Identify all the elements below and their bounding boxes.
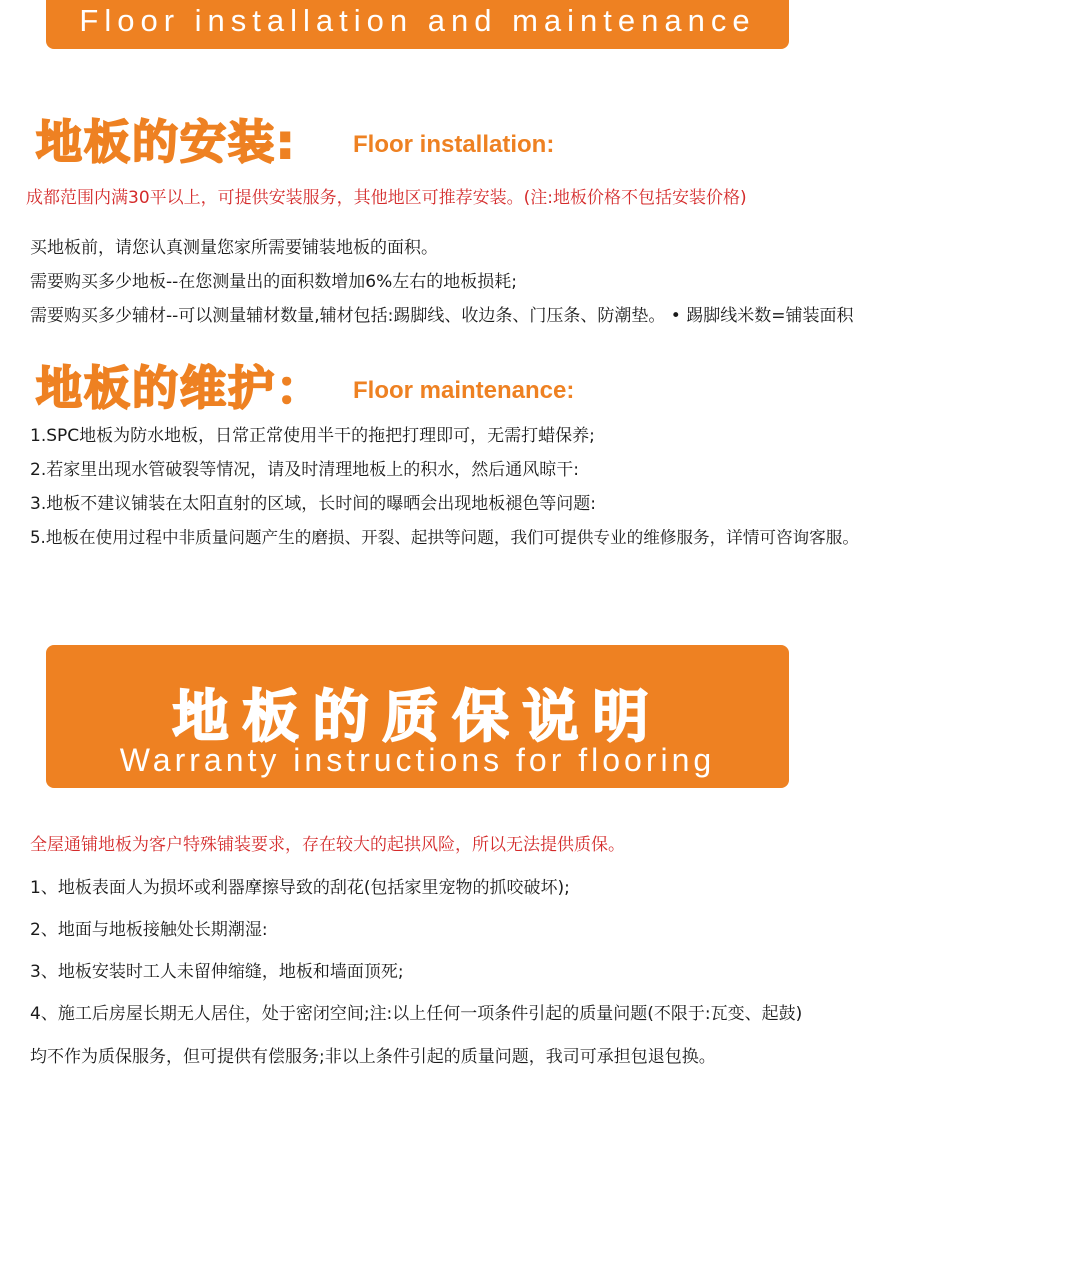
warranty-line: 4、施工后房屋长期无人居住，处于密闭空间;注:以上任何一项条件引起的质量问题(不限于:瓦变、起鼓) (30, 1004, 803, 1024)
warranty-banner-title: 地板的质保说明 (172, 685, 663, 750)
warranty-banner (46, 645, 789, 788)
installation-line: 买地板前，请您认真测量您家所需要铺装地板的面积。 (30, 238, 438, 258)
warranty-line: 1、地板表面人为损坏或利器摩擦导致的刮花(包括家里宠物的抓咬破坏); (30, 878, 570, 898)
installation-line: 需要购买多少辅材--可以测量辅材数量,辅材包括:踢脚线、收边条、门压条、防潮垫。 • 踢脚线米数=铺装面积 (30, 306, 854, 326)
warranty-line: 3、地板安装时工人未留伸缩缝，地板和墙面顶死; (30, 962, 404, 982)
warranty-line: 2、地面与地板接触处长期潮湿: (30, 920, 268, 940)
maintenance-line: 2.若家里出现水管破裂等情况，请及时清理地板上的积水，然后通风晾干: (30, 460, 579, 480)
warranty-line: 均不作为质保服务，但可提供有偿服务;非以上条件引起的质量问题，我司可承担包退包换。 (30, 1047, 716, 1067)
warranty-notice: 全屋通铺地板为客户特殊铺装要求，存在较大的起拱风险，所以无法提供质保。 (30, 835, 625, 855)
maintenance-line: 1.SPC地板为防水地板，日常正常使用半干的拖把打理即可，无需打蜡保养; (30, 426, 595, 446)
top-banner-title: Floor installation and maintenance (79, 3, 756, 38)
warranty-banner-subtitle: Warranty instructions for flooring (119, 742, 716, 778)
top-banner (46, 0, 789, 49)
installation-notice: 成都范围内满30平以上，可提供安装服务，其他地区可推荐安装。(注:地板价格不包括安装价格) (26, 188, 747, 208)
maintenance-heading: 地板的维护： (36, 361, 324, 415)
installation-line: 需要购买多少地板--在您测量出的面积数增加6%左右的地板损耗; (30, 272, 517, 292)
maintenance-line: 5.地板在使用过程中非质量问题产生的磨损、开裂、起拱等问题，我们可提供专业的维修服务，详情可咨询客服。 (30, 528, 859, 547)
installation-subheading: Floor installation: (353, 131, 555, 158)
installation-heading: 地板的安装: (36, 115, 297, 169)
maintenance-subheading: Floor maintenance: (353, 377, 575, 404)
maintenance-line: 3.地板不建议铺装在太阳直射的区域，长时间的曝晒会出现地板褪色等问题: (30, 494, 596, 514)
